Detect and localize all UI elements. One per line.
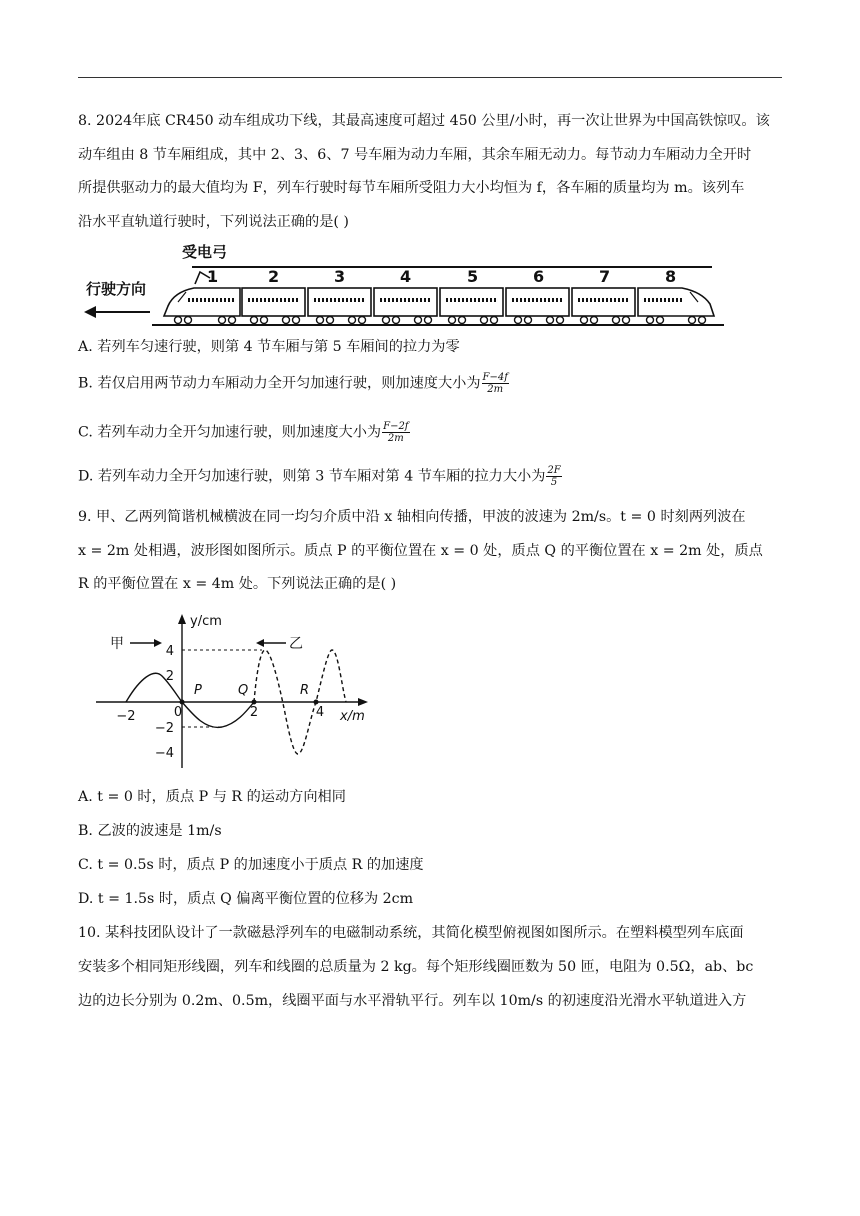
pantograph-label: 受电弓: [182, 243, 228, 261]
car-number-4: 4: [400, 267, 412, 286]
x-tick-4: 4: [315, 705, 325, 720]
q8-option-d-fraction: [546, 465, 561, 488]
q8-option-c-denominator: 2m: [387, 433, 404, 444]
q8-option-b: [78, 372, 782, 395]
q8-option-c-text: C. 若列车动力全开匀加速行驶，则加速度大小为: [78, 424, 382, 441]
q9-line-1: 9. 甲、乙两列简谐机械横波在同一均匀介质中沿 x 轴相向传播，甲波的波速为 2m/s。t = 0 时刻两列波在: [78, 509, 746, 525]
point-q-marker: [252, 700, 257, 705]
q9-option-c: C. t = 0.5s 时，质点 P 的加速度小于质点 R 的加速度: [78, 857, 424, 873]
car-numbers: [207, 267, 676, 286]
point-p-marker: [180, 700, 185, 705]
wave-yi-arrow-head: [256, 639, 264, 647]
x-tick-0: 0: [173, 705, 183, 720]
q8-option-d-denominator: 5: [550, 477, 558, 488]
train-figure: [82, 240, 732, 330]
y-axis-arrow: [178, 614, 186, 624]
q8-option-d-text: D. 若列车动力全开匀加速行驶，则第 3 节车厢对第 4 节车厢的拉力大小为: [78, 468, 546, 485]
x-tick-2: 2: [249, 705, 259, 720]
q8-line-2: 动车组由 8 节车厢组成，其中 2、3、6、7 号车厢为动力车厢，其余车厢无动力。每节动力车厢动力全开时: [78, 147, 752, 163]
point-r-label: R: [300, 683, 310, 698]
q8-option-c-fraction: [382, 421, 409, 444]
x-axis-label: x/m: [340, 709, 365, 724]
q8-option-d-numerator: 2F: [547, 465, 561, 476]
y-axis-label: y/cm: [190, 614, 222, 629]
q8-line-3: 所提供驱动力的最大值均为 F，列车行驶时每节车厢所受阻力大小均恒为 f，各车厢的质量均为 m。该列车: [78, 180, 745, 196]
q8-line-4: 沿水平直轨道行驶时，下列说法正确的是( ): [78, 214, 349, 230]
wave-jia-label: 甲: [110, 636, 124, 652]
x-tick-neg2: −2: [116, 709, 136, 724]
train-wheels: [175, 317, 706, 324]
x-axis-arrow: [358, 698, 368, 706]
wave-figure: [90, 608, 380, 773]
q10-line-2: 安装多个相同矩形线圈，列车和线圈的总质量为 2 kg。每个矩形线圈匝数为 50 匝，电阻为 0.5Ω，ab、bc: [78, 959, 754, 975]
direction-arrow-head: [84, 306, 96, 318]
q8-option-b-denominator: 2m: [487, 384, 504, 395]
q8-option-c: [78, 421, 782, 444]
q8-option-b-numerator: F−4f: [482, 372, 508, 383]
q9-option-a: A. t = 0 时，质点 P 与 R 的运动方向相同: [78, 789, 346, 805]
car-number-6: 6: [533, 267, 545, 286]
q8-option-c-numerator: F−2f: [383, 421, 409, 432]
car-number-2: 2: [268, 267, 280, 286]
q9-option-d: D. t = 1.5s 时，质点 Q 偏离平衡位置的位移为 2cm: [78, 891, 414, 907]
car-number-8: 8: [665, 267, 677, 286]
q8-option-d: [78, 465, 782, 488]
q8-option-a: A. 若列车匀速行驶，则第 4 节车厢与第 5 车厢间的拉力为零: [78, 339, 460, 355]
wave-yi-label: 乙: [289, 636, 303, 652]
y-tick-neg2: −2: [154, 721, 174, 736]
q8-option-b-text: B. 若仅启用两节动力车厢动力全开匀加速行驶，则加速度大小为: [78, 375, 481, 392]
y-tick-2: 2: [165, 669, 174, 684]
q8-line-1: 8. 2024年底 CR450 动车组成功下线，其最高速度可超过 450 公里/小时，再一次让世界为中国高铁惊叹。该: [78, 113, 770, 129]
car-number-3: 3: [334, 267, 346, 286]
y-tick-neg4: −4: [154, 746, 174, 761]
q10-line-1: 10. 某科技团队设计了一款磁悬浮列车的电磁制动系统，其简化模型俯视图如图所示。在塑料模型列车底面: [78, 925, 744, 941]
q9-line-3: R 的平衡位置在 x = 4m 处。下列说法正确的是( ): [78, 576, 397, 592]
point-p-label: P: [194, 683, 202, 698]
q9-option-b: B. 乙波的波速是 1m/s: [78, 823, 222, 839]
q10-line-3: 边的边长分别为 0.2m、0.5m，线圈平面与水平滑轨平行。列车以 10m/s 的初速度沿光滑水平轨道进入方: [78, 993, 747, 1009]
q9-line-2: x = 2m 处相遇，波形图如图所示。质点 P 的平衡位置在 x = 0 处，质点 Q 的平衡位置在 x = 2m 处，质点: [78, 543, 763, 559]
car-number-5: 5: [467, 267, 479, 286]
q8-option-b-fraction: [482, 372, 509, 395]
point-r-marker: [314, 700, 319, 705]
point-q-label: Q: [238, 683, 249, 698]
direction-label: 行驶方向: [86, 280, 147, 298]
wave-jia: [126, 673, 254, 727]
wave-jia-arrow-head: [154, 639, 162, 647]
car-number-7: 7: [599, 267, 611, 286]
car-number-1: 1: [207, 267, 219, 286]
header-rule: [78, 77, 782, 78]
y-tick-4: 4: [165, 644, 174, 659]
